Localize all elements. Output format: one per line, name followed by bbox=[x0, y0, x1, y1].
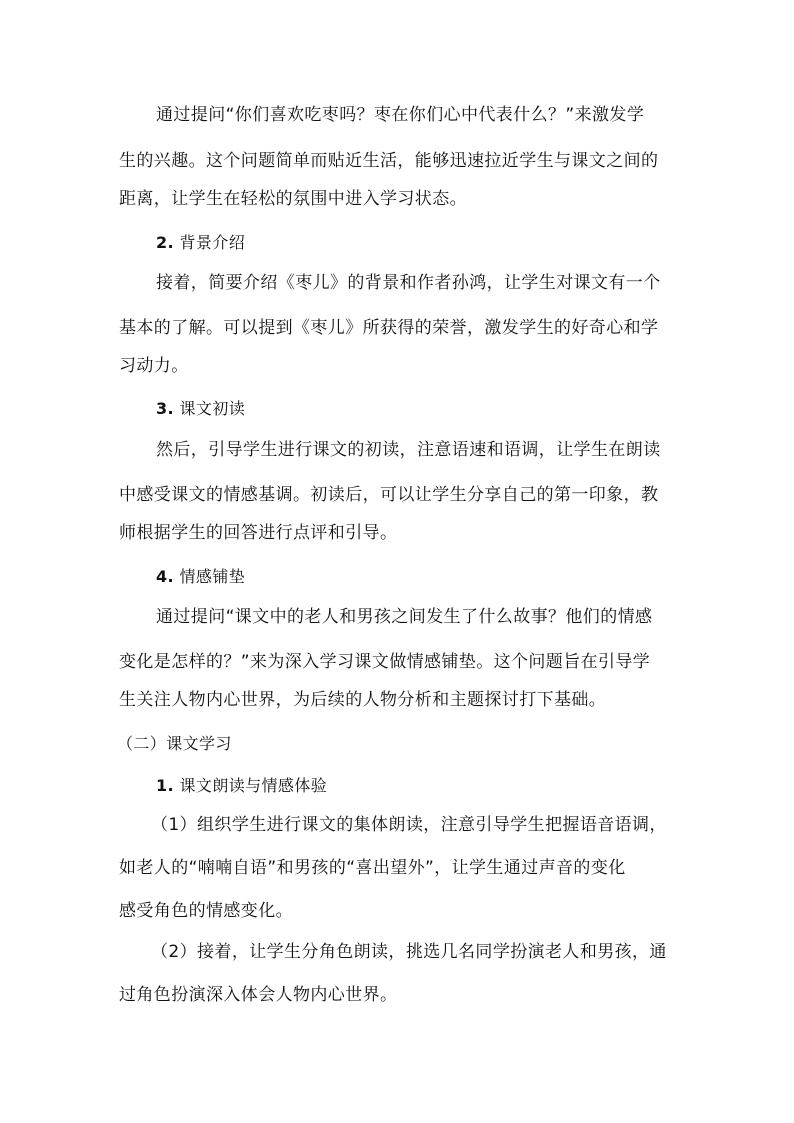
paragraph-2-line-3: 习动力。 bbox=[119, 356, 189, 376]
item-1-line-3: 感受角色的情感变化。 bbox=[119, 901, 293, 921]
section-heading: （二）课文学习 bbox=[117, 734, 232, 753]
paragraph-1-line-2: 生的兴趣。这个问题简单而贴近生活，能够迅速拉近学生与课文之间的 bbox=[119, 151, 659, 171]
paragraph-1-line-3: 距离，让学生在轻松的氛围中进入学习状态。 bbox=[119, 189, 467, 209]
paragraph-2-line-1: 接着，简要介绍《枣儿》的背景和作者孙鸿，让学生对课文有一个 bbox=[156, 273, 661, 293]
heading-first-reading bbox=[156, 398, 716, 420]
paragraph-3-line-2: 中感受课文的情感基调。初读后，可以让学生分享自己的第一印象，教 bbox=[119, 485, 659, 505]
item-text: 接着，让学生分角色朗读，挑选几名同学扮演老人和男孩，通 bbox=[197, 942, 667, 962]
heading-number: 2. bbox=[156, 233, 175, 252]
item-2-line-2: 过角色扮演深入体会人物内心世界。 bbox=[119, 985, 398, 1005]
item-text: 组织学生进行课文的集体朗读，注意引导学生把握语音语调， bbox=[197, 815, 667, 835]
heading-title: 课文初读 bbox=[179, 399, 246, 418]
item-2-line-1 bbox=[151, 941, 711, 963]
paragraph-4-line-3: 生关注人物内心世界，为后续的人物分析和主题探讨打下基础。 bbox=[119, 690, 607, 710]
heading-title: 背景介绍 bbox=[179, 233, 246, 252]
paragraph-3-line-1: 然后，引导学生进行课文的初读，注意语速和语调，让学生在朗读 bbox=[156, 440, 661, 460]
item-number: （2） bbox=[151, 942, 198, 962]
paragraph-3-line-3: 师根据学生的回答进行点评和引导。 bbox=[119, 523, 398, 543]
heading-number: 3. bbox=[156, 399, 175, 418]
item-number: （1） bbox=[151, 815, 198, 835]
paragraph-1-line-1: 通过提问“你们喜欢吃枣吗？枣在你们心中代表什么？”来激发学 bbox=[156, 105, 645, 125]
heading-title: 情感铺垫 bbox=[179, 567, 246, 586]
paragraph-4-line-2: 变化是怎样的？”来为深入学习课文做情感铺垫。这个问题旨在引导学 bbox=[119, 652, 651, 672]
paragraph-2-line-2: 基本的了解。可以提到《枣儿》所获得的荣誉，激发学生的好奇心和学 bbox=[119, 318, 659, 338]
heading-title: 课文朗读与情感体验 bbox=[179, 776, 328, 795]
heading-number: 1. bbox=[156, 776, 175, 795]
paragraph-4-line-1: 通过提问“课文中的老人和男孩之间发生了什么故事？他们的情感 bbox=[156, 607, 653, 627]
heading-background bbox=[156, 232, 716, 254]
item-1-line-2: 如老人的“喃喃自语”和男孩的“喜出望外”，让学生通过声音的变化 bbox=[119, 858, 626, 878]
heading-emotional-setup bbox=[156, 566, 716, 588]
heading-number: 4. bbox=[156, 567, 175, 586]
item-1-line-1 bbox=[151, 814, 711, 836]
sub-heading-reading-experience bbox=[156, 775, 716, 797]
